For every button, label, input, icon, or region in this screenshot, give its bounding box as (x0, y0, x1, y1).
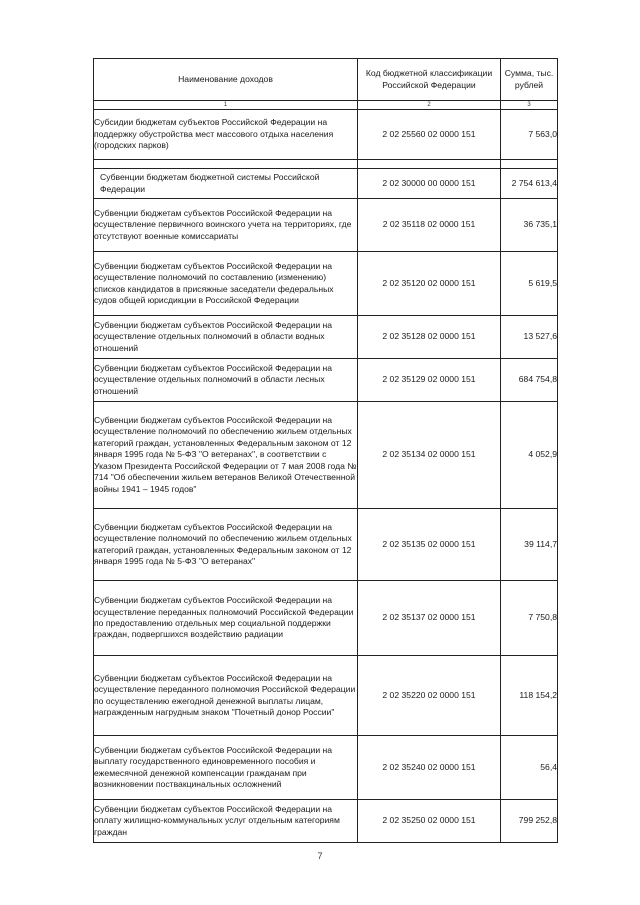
budget-code-cell: 2 02 35118 02 0000 151 (358, 199, 501, 252)
spacer-cell (358, 160, 501, 169)
budget-code-cell: 2 02 30000 00 0000 151 (358, 169, 501, 199)
revenue-name-cell: Субвенции бюджетам субъектов Российской Федерации на осуществление первичного воинского учета на территориях, где отсутствуют военные комиссариаты (94, 199, 358, 252)
revenue-name-cell: Субвенции бюджетам субъектов Российской Федерации на осуществление полномочий по обеспечению жильем отдельных категорий граждан, установленных Федеральным законом от 12 января 1995 года № 5-ФЗ "О ветеранах", в соответствии с Указом Президента Российской Федерации от 7 мая 2008 года № 714 "Об обеспечении жильем ветеранов Великой Отечественной войны 1941 – 1945 годов" (94, 402, 358, 509)
column-number-1: 1 (94, 101, 358, 110)
column-number-3: 3 (501, 101, 558, 110)
table-row (94, 402, 558, 509)
revenue-name-cell: Субвенции бюджетам бюджетной системы Российской Федерации (94, 169, 358, 199)
column-number-2: 2 (358, 101, 501, 110)
budget-code-cell: 2 02 35128 02 0000 151 (358, 316, 501, 359)
revenue-name-cell: Субвенции бюджетам субъектов Российской Федерации на выплату государственного единовременного пособия и ежемесячной денежной компенсации гражданам при возникновении поствакцинальных осложнений (94, 736, 358, 800)
amount-cell: 4 052,9 (501, 402, 558, 509)
amount-cell: 2 754 613,4 (501, 169, 558, 199)
revenue-name-cell: Субвенции бюджетам субъектов Российской Федерации на осуществление отдельных полномочий в области лесных отношений (94, 359, 358, 402)
budget-code-cell: 2 02 25560 02 0000 151 (358, 110, 501, 160)
table-row (94, 110, 558, 160)
table-row (94, 359, 558, 402)
revenue-name-cell: Субвенции бюджетам субъектов Российской Федерации на осуществление переданного полномочия Российской Федерации по осуществлению ежегодной денежной выплаты лицам, награжденным нагрудным знаком "Почетный донор России" (94, 656, 358, 736)
amount-cell: 5 619,5 (501, 252, 558, 316)
amount-cell: 39 114,7 (501, 509, 558, 581)
revenue-name-cell: Субвенции бюджетам субъектов Российской Федерации на оплату жилищно-коммунальных услуг отдельным категориям граждан (94, 800, 358, 843)
amount-cell: 7 750,8 (501, 581, 558, 656)
budget-code-cell: 2 02 35240 02 0000 151 (358, 736, 501, 800)
budget-code-cell: 2 02 35250 02 0000 151 (358, 800, 501, 843)
budget-code-cell: 2 02 35129 02 0000 151 (358, 359, 501, 402)
revenue-name-cell: Субвенции бюджетам субъектов Российской Федерации на осуществление полномочий по обеспечению жильем отдельных категорий граждан, установленных Федеральным законом от 12 января 1995 года № 5-ФЗ "О ветеранах" (94, 509, 358, 581)
table-row (94, 736, 558, 800)
table-row (94, 252, 558, 316)
table-row (94, 509, 558, 581)
amount-cell: 56,4 (501, 736, 558, 800)
spacer-cell (501, 160, 558, 169)
page-number: 7 (317, 851, 323, 861)
amount-cell: 13 527,6 (501, 316, 558, 359)
table-row (94, 581, 558, 656)
revenue-name-cell: Субвенции бюджетам субъектов Российской Федерации на осуществление полномочий по составлению (изменению) списков кандидатов в присяжные заседатели федеральных судов общей юрисдикции в Российской Федерации (94, 252, 358, 316)
revenue-name-cell: Субвенции бюджетам субъектов Российской Федерации на осуществление переданных полномочий Российской Федерации по предоставлению отдельных мер социальной поддержки граждан, подвергшихся воздействию радиации (94, 581, 358, 656)
header-budget-code: Код бюджетной классификации Российской Федерации (358, 59, 501, 101)
amount-cell: 36 735,1 (501, 199, 558, 252)
table-row (94, 199, 558, 252)
column-number-row (94, 101, 558, 110)
budget-code-cell: 2 02 35220 02 0000 151 (358, 656, 501, 736)
budget-code-cell: 2 02 35120 02 0000 151 (358, 252, 501, 316)
amount-cell: 7 563,0 (501, 110, 558, 160)
budget-code-cell: 2 02 35134 02 0000 151 (358, 402, 501, 509)
table-row (94, 800, 558, 843)
revenue-name-cell: Субвенции бюджетам субъектов Российской Федерации на осуществление отдельных полномочий в области водных отношений (94, 316, 358, 359)
table-row (94, 656, 558, 736)
spacer-cell (94, 160, 358, 169)
table-row (94, 169, 558, 199)
amount-cell: 684 754,8 (501, 359, 558, 402)
header-revenue-name: Наименование доходов (94, 59, 358, 101)
header-amount: Сумма, тыс. рублей (501, 59, 558, 101)
table-row (94, 316, 558, 359)
spacer-row (94, 160, 558, 169)
amount-cell: 799 252,8 (501, 800, 558, 843)
budget-code-cell: 2 02 35135 02 0000 151 (358, 509, 501, 581)
revenue-table (93, 58, 558, 843)
revenue-name-cell: Субсидии бюджетам субъектов Российской Федерации на поддержку обустройства мест массового отдыха населения (городских парков) (94, 110, 358, 160)
table-header-row (94, 59, 558, 101)
budget-code-cell: 2 02 35137 02 0000 151 (358, 581, 501, 656)
amount-cell: 118 154,2 (501, 656, 558, 736)
